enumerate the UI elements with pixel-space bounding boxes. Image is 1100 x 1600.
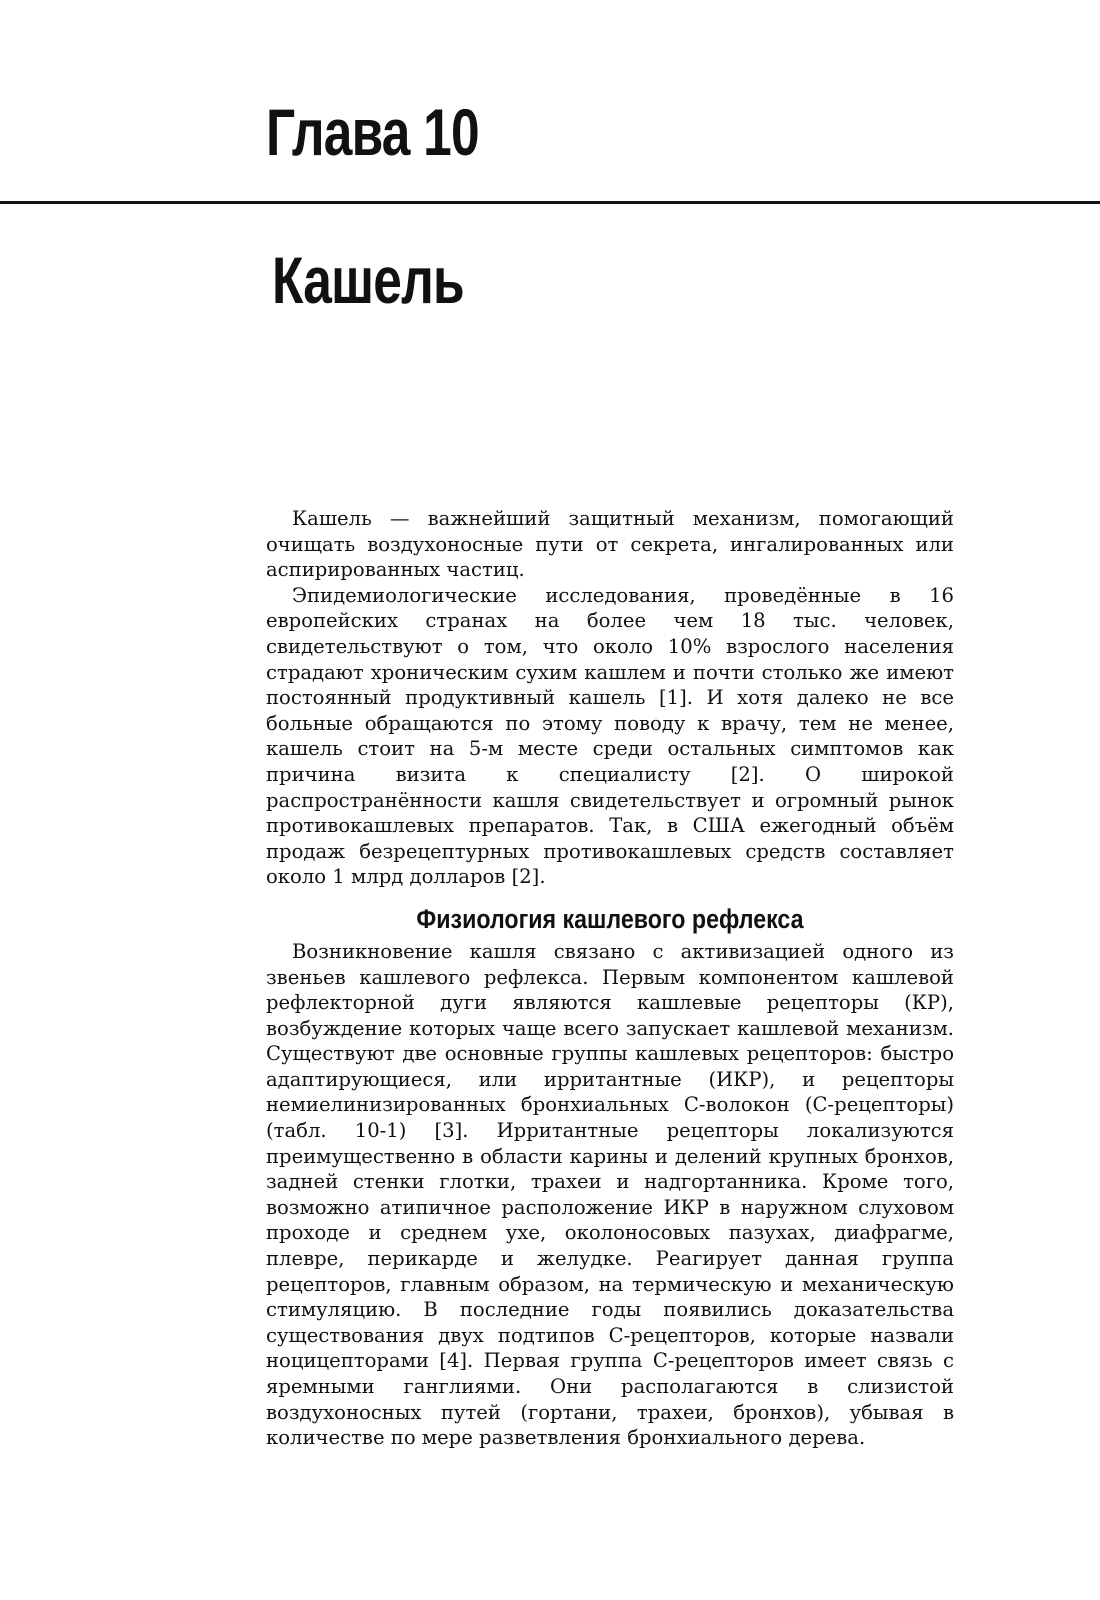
section-heading: Физиология кашлевого рефлекса bbox=[416, 903, 804, 934]
chapter-title: Кашель bbox=[272, 243, 464, 317]
chapter-body bbox=[266, 506, 954, 1451]
paragraph-intro: Кашель — важнейший защитный механизм, помогающий очищать воздухоносные пути от секрета, ингалированных или аспирированных частиц. bbox=[266, 507, 954, 582]
chapter-label: Глава 10 bbox=[266, 95, 479, 169]
paragraph-physiology: Возникновение кашля связано с активизацией одного из звеньев кашлевого рефлекса. Первым компонентом кашлевой рефлекторной дуги являются кашлевые рецепторы (КР), возбуждение которых чаще всего запускает кашлевой механизм. Существуют две основные группы кашлевых рецепторов: быстро адаптирующиеся, или ирритантные (ИКР), и рецепторы немиелинизированных бронхиальных С-волокон (С-рецепторы) (табл. 10-1) [3]. Ирритантные рецепторы локализуются преимущественно в области карины и делений крупных бронхов, задней стенки глотки, трахеи и надгортанника. Кроме того, возможно атипичное расположение ИКР в наружном слуховом проходе и среднем ухе, околоносовых пазухах, диафрагме, плевре, перикарде и желудке. Реагирует данная группа рецепторов, главным образом, на термическую и механическую стимуляцию. В последние годы появились доказательства существования двух подтипов С-рецепторов, которые назвали ноцицепторами [4]. Первая группа С-рецепторов имеет связь с яремными ганглиями. Они располагаются в слизистой воздухоносных путей (гортани, трахеи, бронхов), убывая в количестве по мере разветвления бронхиального дерева. bbox=[266, 939, 954, 1450]
paragraph-epidemiology: Эпидемиологические исследования, проведённые в 16 европейских странах на более чем 18 тыс. человек, свидетельствуют о том, что около 10% взрослого населения страдают хроническим сухим кашлем и почти столько же имеют постоянный продуктивный кашель [1]. И хотя далеко не все больные обращаются по этому поводу к врачу, тем не менее, кашель стоит на 5-м месте среди остальных симптомов как причина визита к специалисту [2]. О широкой распространённости кашля свидетельствует и огромный рынок противокашлевых препаратов. Так, в США ежегодный объём продаж безрецептурных противокашлевых средств составляет около 1 млрд долларов [2]. bbox=[266, 583, 954, 889]
chapter-divider bbox=[0, 201, 1100, 204]
